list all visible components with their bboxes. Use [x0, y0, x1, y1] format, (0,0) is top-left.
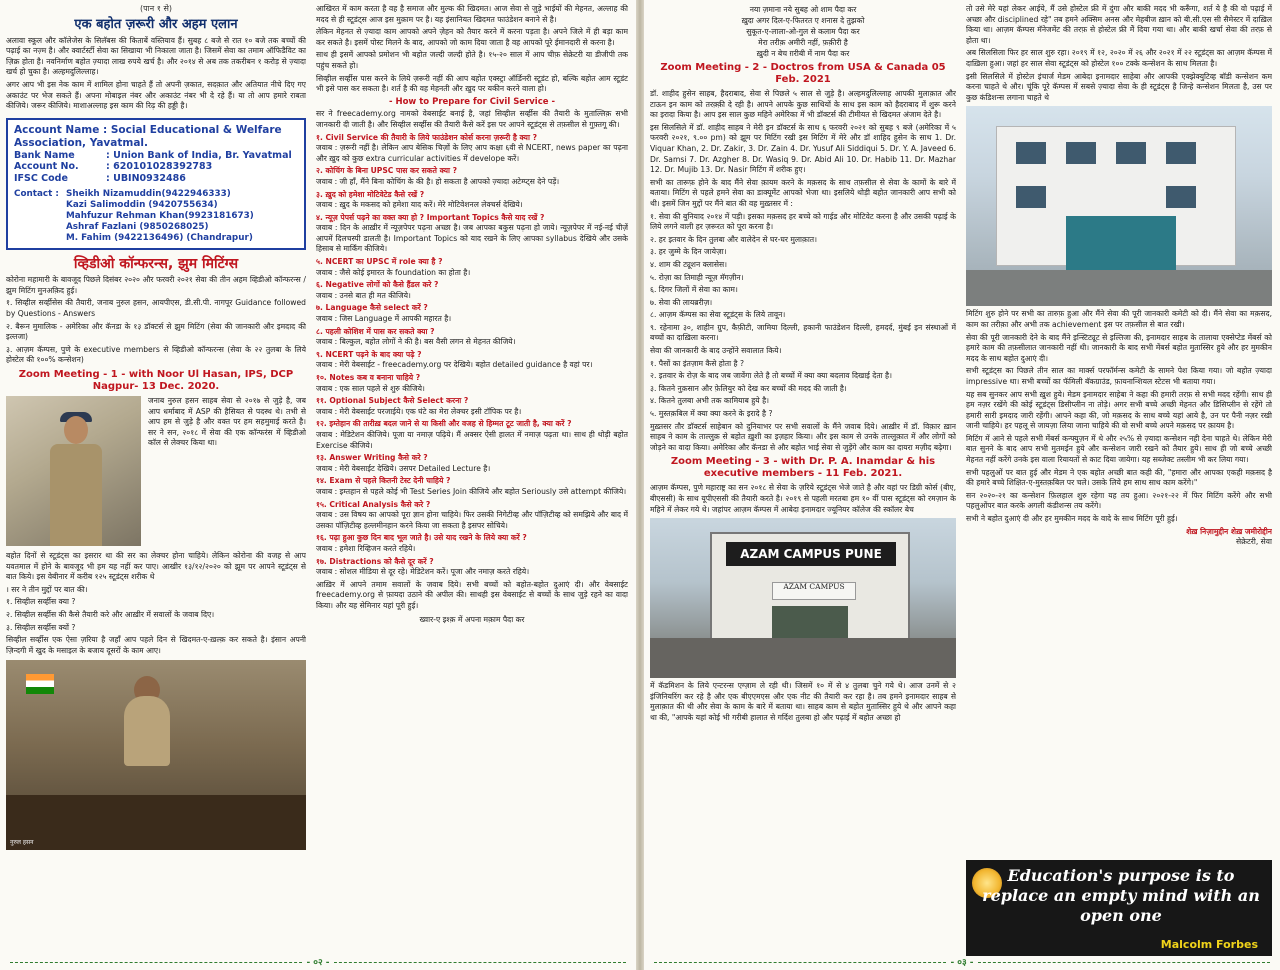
campus-body-4: मिटिंग शुरु होने पर सभी का तारुफ़ हुआ और मैंने सेवा की पूरी जानकारी कमेटी को दी। मैंने सेवा का मक़सद, काम का तरीक़ा और अभी तक achievement इस पर तफ़सील से बात रखी। [966, 309, 1272, 329]
qa-answer: जवाब : मेरी वेबसाईट परजाईये। एक घंटे का मेरा लेक्चर इसी टॉपिक पर है। [316, 406, 522, 416]
mid-intro-3: साथ ही इसमें आपको प्रमोशन भी बहोत जल्दी जल्दी होते है। १५-२० साल में आप चीफ़ सेक्रेटरी या डीजीपी तक पहुंच सकते हो। [316, 50, 628, 70]
qa-answer: जवाब : जी हाँ, मैंने बिना कोचिंग के की है। हो सकता है आपको ज़्यादा अटेम्प्ट्स देने पड़ें। [316, 176, 560, 186]
qa-answer: जवाब : उस विषय का आपको पूरा ज्ञान होना चाहिये। फिर उसकी निगेटीव्ह और पॉज़िटीव्ह को समझिये और बाद में उसका पॉज़िटीव्ह हल्लमीनहान करने किया जा सकता है इसपर सोचिये। [316, 510, 628, 530]
qa-question: ५. NCERT का UPSC में role क्या है ? [316, 257, 443, 267]
mid-intro-2: लेकिन मेहनत से ज़्यादा काम आपको अपने ज़ेहन को तैयार करने में करना पड़ता है। अपने जिले में ही बड़ा काम कर सकते है। इसमें पोस्ट मिलने के बाद, आपको जो काम दिया जाता है वह आपको पूरे ईमानदारी से करना है। [316, 27, 628, 47]
zoom2-body-2: इस सिलसिले में डॉ. शाहीद साहब ने मेरी इन डॉक्टर्स के साथ ६ फरवरी २०२१ को सुबह ९ बजे (अमेरिका में ५ फरवरी २०२१, ९.०० pm) को झूम पर मिटिंग रखी इस मिटिंग में मेरे और डॉ शाहिद हुसेन के साथ 1. Dr. Viquar Khan, 2. Dr. Zakir, 3. Dr. Zain 4. Dr. Yusuf Ali Siddiqui 5. Dr. Y. A. Javeed 6. Dr. Samsi 7. Dr. Azgher 8. Dr. Wasiq 9. Dr. Abid Ali 10. Dr. Habib 11. Dr. Mazhar 12. Dr. Mujib 13. Dr. Nasir मिटिंग में शरीक हुए। [650, 122, 956, 175]
how-to-prepare-body: सर ने freecademy.org नामको वेबसाईट बनाई है, जहां सिव्हील सर्व्हीस की तैयारी के मुताल्लिक़ सभी जानकारी दी जाती है। और सिव्हील सर्व्हीस की तैयारी कैसे करें इस पर आपने स्टूडंट्स से तफ़सील से गुफ़्तगू की। [316, 109, 628, 129]
qa-answer: जवाब : मेडिटेशन कीजिये। पूजा या नमाज़ पढ़िये। मैं अक्सर ऐसी हालत में नमाज़ पढ़ता था। साथ ही थोड़ी बहोत Exercise कीजिये। [316, 429, 628, 450]
announcement-body: अलावा स्कूल और कॉलेजेस के सिलॅबस की किताबें वस्तियाव हैं। सुबह ८ बजे से रात १० बजे तक बच्चों की पढ़ाई का नज़्म है। और क्वार्टर्स्टी सेवा का सिखाया भी निकाला जाता है। जिसमें सेवा का तमाम ऑफिडैविट का ज़िक्र होता है। नवनिर्माण बहोत ज़्यादा लाख रुपये खर्च है। और २०१४ से अब तक तकरीबन १ करोड़ से ज़्यादा खर्च हो चुका है। अल्हमदुलिल्लाह। [6, 35, 306, 77]
account-number: Account No. : 620101028392783 [14, 161, 213, 173]
poem-line: सुकूत-ए-लाला-ओ-गुल से कलाम पैदा कर [746, 27, 860, 36]
qa-answer: जवाब : हमेशा रिव्हिजन करते रहिये। [316, 543, 416, 553]
bank-name: Bank Name : Union Bank of India, Br. Yavatmal [14, 149, 292, 161]
office-photo [6, 660, 306, 850]
zoom-meeting-3-heading: Zoom Meeting - 3 - with Dr. P. A. Inamdar & his executive members - 11 Feb. 2021. [670, 456, 936, 480]
zoom3-body: आज़म कॅम्पस, पुणे महाराष्ट्र का सन २०१८ से सेवा के ज़रिये स्टूडंट्स भेजे जाते है और वहां पर डिग्री कोर्स (बीए, बीएससी) के साथ यूपीएससी की तैयारी करते है। २०१९ से पहली मरतबा हम १० वीं पास स्टूडंट्स को रमज़ान के महिने में लेकर गये थे। जहांपर आज़म कॅम्पस में आबेदा इनामदार ज्यूनियर कॉलेज की स्कॉलर बेच [650, 483, 956, 514]
poem-line: नया ज़माना नये सुबह ओ शाम पैदा कर [749, 5, 857, 14]
mid-footer-verse: ख्वार-ए इश्क़ में अपना मक़ाम पैदा कर [419, 615, 525, 625]
how-to-prepare-heading: - How to Prepare for Civil Service - [388, 96, 556, 107]
qa-answer: जवाब : इम्तहान से पहले कोई भी Test Series Join कीजिये और बहोत Seriously उसे attempt कीजिये। [316, 486, 627, 496]
contact-item: Mahfuzur Rehman Khan(9923181673) [66, 211, 254, 222]
bank-account-box [6, 118, 306, 251]
qa-answer: जवाब : एक साल पहले से शुरु कीजिये। [316, 383, 425, 393]
right-col-2 [966, 4, 1272, 954]
video-conference-heading: व्हिडीओ कॉन्फरन्स, झुम मिटिंग्स [73, 256, 239, 273]
campus-body-6: सभी स्टूडंट्स का पिछले तीन साल का मार्क्स परफॉर्मन्स कमेटी के सामने पेश किया गया। जो बहोत ज़्यादा impressive था। सभी बच्चों का फॅमिली बॅकग्राउंड, फ़ायनान्शियल स्टेटस भी बताया गया। [966, 366, 1272, 386]
right-page [644, 0, 1280, 970]
contact-item: Kazi Salimoddin (9420755634) [66, 200, 218, 211]
campus-gate-sign: AZAM CAMPUS PUNE [726, 542, 896, 566]
zoom1-body-4: सिव्हील सर्व्हीस एक ऐसा ज़रिया है जहाँ आप पहले दिन से खिदमत-ए-ख़ल्क़ कर सकते है। इंसान अपनी ज़िन्दगी में खुद के मसाइल के बजाय दूसरों के काम आए। [6, 635, 306, 655]
zoom2-question: ३. कितने नुक़सान और फ़ेलियुर को देख कर बच्चों की मदद की जाती है। [650, 383, 847, 393]
zoom2-point: १. सेवा की बुनियाद २०१४ में पड़ी। इसका मक़सद हर बच्चे को गाईड और मोटिवेट करना है और उसकी पढ़ाई के लिये लगने वाली हर ज़रूरत को पूरा करना है। [650, 211, 956, 232]
zoom2-body-3: सभी का तारूफ़ होने के बाद मैंने सेवा क़ायम करने के मक़सद के साथ तफ़सील से सेवा के कामों के बारे में बताया। मिटिंग से पहले हमने सेवा का डाक्यूमेंट आपको भेजा था। इसलिये थोड़ी बहोत जानकारी आप सभी को थी। इसमें जिन मुद्दों पर मैंने बात की वह मुख़्तसर में : [650, 177, 956, 208]
zoom2-point: ८. आज़म कॅम्पस का सेवा स्टूडंट्स के लिये तावून। [650, 310, 786, 320]
poem [650, 4, 956, 59]
zoom1-point: ३. सिव्हील सर्व्हीस क्यों ? [6, 622, 76, 632]
zoom2-question: २. इतवार के रोज़ के बाद जब जावेंगा लेते है तो बच्चों में क्या क्या बदलाव दिखाई देता है। [650, 371, 892, 381]
qa-answer: जवाब : उनसे बात ही मत कीजिये। [316, 290, 411, 300]
campus-body-5: सेवा की पूरी जानकारी देने के बाद मैंने इन्स्टिट्यूट से इल्तिजा की, इनामदार साहब के तालाया एक्सेप्टेड मेंबर्स को हमारे काम की तफ़सीलात जानकारी नहीं थी। जानकारी के बाद सभी मेंबर्स बहोत मुतास्सिर हुये और हर मुमकीन मदद के साथ बहोत दुआएं दी। [966, 332, 1272, 363]
qa-question: ११. Optional Subject कैसे Select करना ? [316, 396, 469, 406]
qa-question: १४. Exam से पहले कितनी टेस्ट देनी चाहिये ? [316, 476, 451, 486]
qa-answer: जवाब : जैसे कोई इमारत के foundation का होता है। [316, 267, 471, 277]
zoom3-body-2: में कॅडमिशन के लिये एन्टरन्स एग्ज़ाम ले रही थी। जिसमें १० में से ४ तुलबा चुने गये थे। आज उनमें से २ इंजिनियरिंग कर रहे है और एक बीएएमएस और एक नीट की तैयारी कर रहा है। तब हमने इनामदार साहब से मुलाक़ात की थी और सेवा के काम के बारे में बताया था। साहब काम से बहोत मुतास्सिर हुये थे और आपने कहा था की, "आपके यहां कोई भी गरीबी हालात से गर्दिश तुलबा हो और पढ़ाई में बहोत अच्छा हो [650, 681, 956, 722]
campus-body-7: यह सब सुनकर आप सभी ख़ुश हुये। मेडम इनामदार साहेबा ने कहा की हमारी तरफ़ से सभी मदद रहेंगी। साथ ही हम नज़र रखेंगे की कोई स्टूडंट्स डिसीप्लीन ना तोड़े। अगर सभी बच्चे अच्छी मेहनत और डिसिप्लीन से रहेंगे तो हमारी सारी इमदाद जारी रहेंगी। आपने कहा की, जो मक़सद के साथ बच्चे यहां आये है, उन पर पैनी नज़र रखी जानी चाहिये। हर पहलू से जायज़ा लिया जाना चाहिये की वो सभी बच्चे अपने मक़सद पर क़ायम है। [966, 389, 1272, 431]
officer-photo [6, 396, 141, 546]
quote-box [966, 860, 1272, 956]
zoom2-point: ३. हर जुम्मे के दिन जायेज़ा। [650, 247, 727, 257]
campus-body: तो उसे मेरे यहां लेकर आईये, मैं उसे होस्टेल फ्री में दुंगा और बाकी मदद भी करूँगा, शर्त ये है की वो पढ़ाई में अच्छा और disciplined रहे" तब हमने अक्सिम अनस और मेहबीज ख़ान को बी.सी.एस सी सैमेस्टर में दाख़िल किया था। आज़म कॅम्पस मॅनेजमेंट की तरफ़ से होस्टेल फ्री मेें दिया गया था। और बाकी खर्चा सेवा की तरफ़ से होता था। [966, 4, 1272, 45]
quote-text: Education's purpose is to replace an empty mind with an open one [982, 866, 1260, 925]
mid-intro: आखिरत में काम करता है वह है समाज और मुल्क की खिदमत। आज सेवा से जुड़े भाईयों की मेहनत, अल्लाह की मदद से ही स्टूडंट्स आज इस मुक़ाम पर है। यह इंसानियत खिदमत फाउंडेशन बनाने से है। [316, 4, 628, 24]
zoom1-body-2: बहोत दिनों से स्टूडंट्स का इसरार था की सर का लेक्चर होना चाहिये। लेकिन कोरोना की वजह से आप यवतमाल में होने के बावजूद भी हम यह नहीं कर पाए। आखीर १३/१२/२०२० को झूम पर आपने स्टूडंट्स से बात किये। इस वेबीनार में करीब १२५ स्टूडंट्स शरीक थे [6, 551, 306, 582]
zoom2-point: ४. शाम की ट्यूशन क्लासेस। [650, 259, 727, 269]
poem-line: ख़ुदा अगर दिल-ए-फितरत ए शनास दे तुझको [741, 16, 865, 25]
qa-question: १३. Answer Writing कैसे करे ? [316, 453, 428, 463]
poem-line: मेरा तरीक़ अमीरी नहीं, फ़क़ीरी है [758, 38, 848, 47]
zoom2-body-5: मुख़्तसर तौर डॉक्टर्स साहेबान को दुनियाभर पर सभी सवालों के मैंने जवाब दिये। आख़ीर में डॉ. विक़ार ख़ान साहब ने काम के ताल्लुक़ से बहोत ख़ुशी का इज़हार किया। और इस काम से उनके ताल्लुक़ात में और लोगों को जोड़ने का वादा किया। अमेरिका और कॅनडा से और बहोत भाई सेवा से जुड़ेंगे और काम का दायरा मज़ीद बढ़ेगा। [650, 421, 956, 452]
contact-block: Contact : Sheikh Nizamuddin(9422946333) Kazi Salimoddin (9420755634) Mahfuzur Rehman Khan(9923181673) Ashraf Fazlani (9850268025) M. Fahim (9422136496) (Chandrapur) [14, 189, 298, 244]
quote-author: Malcolm Forbes [1160, 938, 1258, 951]
qa-question: ९. NCERT पढ़ने के बाद क्या पढ़े ? [316, 349, 422, 359]
zoom2-point: ७. सेवा की लायब्ररीज़। [650, 297, 713, 307]
zoom2-body-4: सेवा की जानकारी के बाद उन्होंने सवालात किये। [650, 346, 782, 356]
author-role: सेक्रेटरी, सेवा [1235, 537, 1272, 547]
left-page [0, 0, 636, 970]
announcement-heading: एक बहोत ज़रूरी और अहम एलान [74, 16, 238, 32]
zoom2-point: ९. रहेनामा ३०, शाहीन ग्रुप, कैफ़ीटी, जामिया दिल्ली, हकानी फाउंडेशन दिल्ली, हमदर्द, मुंबई इन संस्थाओं में बच्चों का दाख़िला करना। [650, 322, 956, 343]
qa-list [316, 133, 628, 578]
zoom1-wrap [6, 396, 306, 551]
left-col-1 [6, 4, 306, 954]
zoom2-question: ५. मुस्तक़बिल में क्या क्या करने के इरादे है ? [650, 409, 773, 419]
contact-item: M. Fahim (9422136496) (Chandrapur) [66, 233, 253, 244]
left-col-2 [316, 4, 628, 954]
qa-question: १६. पढ़ा हुआ कुछ दिन बाद भूल जाते है। उसे याद रखने के लिये क्या करें ? [316, 533, 527, 543]
zoom2-body: डॉ. शाहीद हुसेन साहब, हैदराबाद, सेवा से पिछले ५ साल से जुड़े है। अल्हमदुलिल्लाह आपकी मुलाक़ात और टाऊन इन काम को तरक़्क़ी दे रही है। आपने आपके कुछ साथियों के साथ इस काम को हैदराबाद में शुरू करने का इरादा किया है। आप इस साल कुछ महिने अमेरिका में भी डॉक्टर्स की टीमीयत से खिदमत अंजाम देते है। [650, 89, 956, 120]
campus-inner-sign: AZAM CAMPUS [772, 582, 856, 600]
zoom2-point: ५. रोज़ा का तिमाही न्यूज़ मॅगज़ीन। [650, 272, 744, 282]
qa-question: १२. इम्तेहान की तारीख़ बदल जाने से या किसी और वजह से हिम्मत टूट जाती है, क्या करें ? [316, 419, 572, 429]
zoom2-question: १. पैसों का इंतज़ाम कैसे होता है ? [650, 358, 744, 368]
qa-answer: जवाब : मेरी वेबसाईट देखिये। उसपर Detailed Lecture है। [316, 463, 491, 473]
qa-answer: जवाब : बिल्कुल, बहोत लोगों ने की है। बस वैसी लगन से मेहनत कीजिये। [316, 337, 516, 347]
page-number-right: - ०३ - [644, 955, 1280, 968]
azam-campus-photo [650, 518, 956, 678]
qa-question: १. Civil Service की तैयारी के लिये फाउंडेशन कोर्स करना ज़रूरी है क्या ? [316, 132, 537, 142]
announcement-body-2: अगर आप भी इस नेक काम में शामिल होना चाहते हैं तो अपनी ज़कात, सदक़ात और अतियात नीचे दिए गए अकाउंट पर भेज सकते हैं। अपना मोबाइल नंबर और अकाउंट नंबर भी दे रहे हैं। या तो आप हमारे राबता कीजिये। जरूर कीजिये। माशाअल्लाह इस काम की रिढ़ की हड्डी है। [6, 79, 306, 111]
qa-question: १५. Critical Analysis कैसे करे ? [316, 499, 431, 509]
page-continuation-ref: (पान १ से) [140, 4, 172, 13]
campus-body-11: सभी ने बहोत दुआएं दी और हर मुमकीन मदद के वादे के साथ मिटिंग पूरी हुई। [966, 514, 1178, 524]
page-number-left: - ०२ - [0, 955, 636, 968]
poem-line: ख़ुदी न बेच ग़रीबी में नाम पैदा कर [756, 49, 850, 58]
qa-question: १०. Notes कब व बनाना चाहिये ? [316, 373, 421, 382]
video-list-item: १. सिव्हील सर्व्हीसेस की तैयारी, जनाब नुरुल हसन, आयपीएस, डी.सी.पी. नागपूर Guidance followed by Questions - Answers [6, 298, 306, 319]
flag-icon [26, 674, 54, 694]
qa-question: २. कोचिंग के बिना UPSC पास कर सकते क्या ? [316, 166, 458, 176]
qa-answer: जवाब : दिन के आख़ीर में न्यूज़पेपर पढ़ना अच्छा है। जब आपका बकुस पढ़ना हो जाये। न्यूज़पेपर में नई-नई चीज़ें आपमें दिलचस्पी डालती है। Important Topics को याद रखने के लिए आपका syllabus देखिये और उसके हिसाब से मार्किंग कीजिये। [316, 223, 628, 254]
contact-item: Ashraf Fazlani (9850268025) [66, 222, 209, 233]
qa-answer: जवाब : जिस Language में आपकी महारत है। [316, 314, 452, 324]
page-gutter [636, 0, 644, 970]
zoom1-point: १. सिव्हील सर्व्हीस क्या ? [6, 597, 76, 607]
campus-body-2: अब सिलसिला फिर हर साल शुरु रहा। २०१९ में १२, २०२० में २६ और २०२१ में २२ स्टूडंट्स का आज़म कॅम्पस में दाख़िला हुआ। जहां हर साल सेवा स्टूडंट्स को होस्टेल १०० टक्के कन्सेशन के साथ मिलता है। [966, 48, 1272, 68]
officer-figure [46, 416, 106, 546]
video-intro: कोरोना महामारी के बावजूद पिछले दिसंबर २०२० और फरवरी २०२१ सेवा की तीन अहम व्हिडीओ कॉन्फरन्स / झुम मिटिंग मुनअक़िद हुई। [6, 275, 306, 295]
qa-question: ४. न्यूज़ पेपर्स पढ़ने का वक्त क्या हो ? Important Topics कैसे याद रखें ? [316, 212, 545, 222]
qa-question: ८. पहली कोशिश में पास कर सकते क्या ? [316, 326, 435, 336]
zoom-meeting-2-heading: Zoom Meeting - 2 - Doctros from USA & Canada 05 Feb. 2021 [660, 62, 946, 85]
ifsc-code: IFSC Code : UBIN0932486 [14, 172, 186, 184]
zoom2-point: ६. दिगर जिलों में सेवा का काम। [650, 285, 738, 295]
qa-question: १७. Distractions को कैसे दूर करें ? [316, 556, 434, 566]
zoom-meeting-1-heading: Zoom Meeting - 1 - with Noor Ul Hasan, IPS, DCP Nagpur- 13 Dec. 2020. [18, 369, 294, 392]
qa-answer: जवाब : सोशल मीडिया से दूर रहे। मेडिटेशन करें। पूजा और नमाज़ करते रहिये। [316, 567, 530, 577]
campus-body-3: इसी सिलसिले में होस्टेल इंचार्ज मेडम आबेदा इनामदार साहेबा और आपकी एक्झेक्युटिव्ह बॉडी कन्सेशन कम करना चाहते थे और। चूंकि पूरे कॅम्पस में सबसे ज़्यादा सेवा के ही स्टूडंट्स है जिन्हे कन्सेशन मिलता है, उस पर कुछ कंडिशन्स लगाना चाहते थे [966, 71, 1272, 102]
qa-answer: जवाब : ज़रूरी नहीं है। लेकिन आप बेसिक चिज़ों के लिए आप कक्षा ६वी से NCERT, news paper का पढ़ना और ख़ुद को कुछ extra curricular activities में develope करें। [316, 143, 628, 163]
zoom1-body-3: । सर ने तीन मुद्दों पर बात की। [6, 584, 88, 594]
mid-intro-4: सिव्हील सर्व्हीस पास करने के लिये ज़रूरी नहीं की आप बहोत एक्स्ट्रा ऑर्डिनरी स्टूडंट हो, बल्कि बहोत आम स्टूडंट भी इसे पास कर सकता है। शर्त है की वह मेहनती और ख़ुद पर यकीन करने वाला हो। [316, 73, 628, 94]
campus-body-10: सन २०२०-२१ का कन्सेशन फ़िलहाल शुरु रहेगा यह तय हुआ। २०२१-२२ में फिर मिटिंग करेंगे और सभी पहलुओंपर बात करके अगली कंडीशन्स तय करेंगे। [966, 490, 1272, 511]
qa-answer: जवाब : मेरी वेबसाईट - freecademy.org पर देखिये। बहोत detailed guidance है वहां पर। [316, 360, 593, 370]
right-col-1 [650, 4, 956, 954]
zoom1-body: जनाब नुरुल हसन साहब सेवा से २०१७ से जुड़े है, जब आप धर्माबाद में ASP की हैसियत से पदस्थ थे। तभी से आप हम से जुड़े है और वक्त पर हम सहमुमाई करते है। सर ने सन, २०१८ में सेवा की एक कॉन्फरंस में व्हिडीओ कॉल से लेक्चर किया था। [148, 396, 306, 448]
author-signature: शेख़ निज़ामुद्दीन शेख़ जमीरोद्दीन [1186, 526, 1272, 536]
zoom2-question: ४. कितने तुलबा अभी तक कामियाब हुये है। [650, 396, 770, 406]
qa-answer: जवाब : ख़ुद के मकसद को हमेशा याद करें। मेरे मोटिवेशनल लेक्चर्स देखिये। [316, 200, 523, 210]
qa-question: ७. Language कैसे select करें ? [316, 303, 428, 313]
office-photo-caption: नुरुल हसन [10, 838, 34, 846]
account-name: Account Name : Social Educational & Welfare Association, Yavatmal. [14, 123, 282, 149]
qa-question: ६. Negative लोगों को कैसे हैंडल करे ? [316, 280, 439, 290]
campus-body-9: सभी पहलुओं पर बात हुई और मेडम ने एक बहोत अच्छी बात कही की, "हमारा और आपका एकही मक़सद है की हमारे बच्चे शिक्षित-ए-मुस्तक़बिल पर चले। उसके लिये हम साथ साथ काम करेंगे।" [966, 467, 1272, 488]
video-list-item: ३. आज़म कॅम्पस, पुणे के executive members से व्हिडीओ कॉन्फरन्स (सेवा के २२ तुलबा के लिये होस्टेल की १००% कन्सेशन) [6, 344, 306, 365]
qa-question: ३. ख़ुद को हमेशा मोटिवेटेड कैसे रखें ? [316, 189, 425, 199]
video-list-item: २. बैरून मुमालिक - अमेरिका और कॅनडा के १३ डॉक्टर्स से झुम मिटिंग (सेवा की जानकारी और इमदाद की इल्तजा) [6, 321, 306, 342]
hostel-building-photo [966, 106, 1272, 306]
campus-body-8: मिटिंग में आने से पहले सभी मेंबर्स कन्फ्युज़न में थे और २५% से ज़्यादा कन्सेशन नही देना चाहते थे। लेकिन मेरी बात सुनने के बाद आप सभी मुतमईन हुये और कन्सेशन जारी रखने को तैयार हुये। साथ ही जो बच्चे अच्छी मेहनत नहीं करेंगे उनके इस वाला रियायतों से काट दिया जायेगा। यह सब्जेक्ट तस्लीम भी कर लिया गया। [966, 433, 1272, 465]
zoom2-point: २. हर इतवार के दिन तुलबा और वालेदेन से घर-घर मुलाक़ात। [650, 234, 817, 244]
mid-outro: आख़िर में आपने तमाम सवालों के जवाब दिये। सभी बच्चों को बहोत-बहोत दुआएं दी। और वेबसाईट freecademy.org से फ़ायदा उठाने की अपील की। साथही इस वेबसाईट से बच्चों के साथ जुड़े रहने का वादा किया। और यह सेमिनार यहां पूरी हुई। [316, 579, 628, 610]
zoom1-point: २. सिव्हील सर्व्हीस की कैसे तैयारी करे और आख़ीर में सवालों के जवाब दिए। [6, 609, 215, 619]
